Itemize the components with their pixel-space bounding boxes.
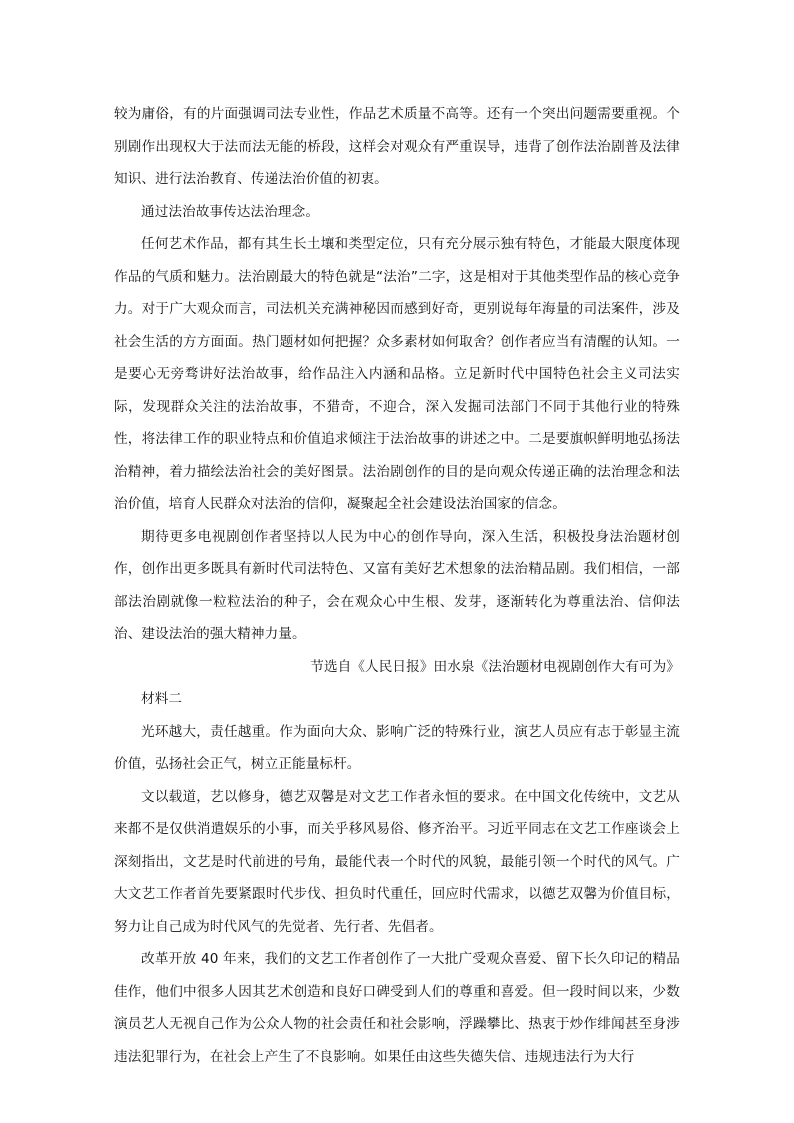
paragraph: 改革开放 40 年来，我们的文艺工作者创作了一大批广受观众喜爱、留下长久印记的精品佳作，他们中很多人因其艺术创造和良好口碑受到人们的尊重和喜爱。但一段时间以来，少数演员艺人无视自己作为公众人物的社会责任和社会影响，浮躁攀比、热衷于炒作绯闻甚至身涉违法犯罪行为，在社会上产生了不良影响。如果任由这些失德失信、违规违法行为大行 — [114, 951, 680, 1065]
paragraph: 期待更多电视剧创作者坚持以人民为中心的创作导向，深入生活，积极投身法治题材创作，创作出更多既具有新时代司法特色、又富有美好艺术想象的法治精品剧。我们相信，一部部法治剧就像一粒粒法治的种子，会在观众心中生根、发芽，逐渐转化为尊重法治、信仰法治、建设法治的强大精神力量。 — [114, 528, 680, 642]
source-citation: 节选自《人民日报》田水泉《法治题材电视剧创作大有可为》 — [310, 658, 680, 675]
material-heading: 材料二 — [141, 691, 183, 707]
article-body — [114, 98, 680, 1073]
paragraph: 光环越大，责任越重。作为面向大众、影响广泛的特殊行业，演艺人员应有志于彰显主流价值，弘扬社会正气，树立正能量标杆。 — [114, 723, 680, 772]
paragraph: 文以载道，艺以修身，德艺双馨是对文艺工作者永恒的要求。在中国文化传统中，文艺从来都不是仅供消遣娱乐的小事，而关乎移风易俗、修齐治平。习近平同志在文艺工作座谈会上深刻指出，文艺是时代前进的号角，最能代表一个时代的风貌，最能引领一个时代的风气。广大文艺工作者首先要紧跟时代步伐、担负时代重任，回应时代需求，以德艺双馨为价值目标，努力让自己成为时代风气的先觉者、先行者、先倡者。 — [114, 788, 680, 935]
paragraph-continuation: 较为庸俗，有的片面强调司法专业性，作品艺术质量不高等。还有一个突出问题需要重视。个别剧作出现权大于法而法无能的桥段，这样会对观众有严重误导，违背了创作法治剧普及法律知识、进行法治教育、传递法治价值的初衷。 — [114, 106, 680, 187]
section-heading: 通过法治故事传达法治理念。 — [141, 203, 320, 220]
paragraph: 任何艺术作品，都有其生长土壤和类型定位，只有充分展示独有特色，才能最大限度体现作品的气质和魅力。法治剧最大的特色就是“法治”二字，这是相对于其他类型作品的核心竞争力。对于广大观众而言，司法机关充满神秘因而感到好奇，更别说每年海量的司法案件，涉及社会生活的方方面面。热门题材如何把握？众多素材如何取舍？创作者应当有清醒的认知。一是要心无旁骛讲好法治故事，给作品注入内涵和品格。立足新时代中国特色社会主义司法实际，发现群众关注的法治故事，不猎奇，不迎合，深入发掘司法部门不同于其他行业的特殊性，将法律工作的职业特点和价值追求倾注于法治故事的讲述之中。二是要旗帜鲜明地弘扬法治精神，着力描绘法治社会的美好图景。法治剧创作的目的是向观众传递正确的法治理念和法治价值，培育人民群众对法治的信仰，凝聚起全社会建设法治国家的信念。 — [114, 236, 680, 512]
